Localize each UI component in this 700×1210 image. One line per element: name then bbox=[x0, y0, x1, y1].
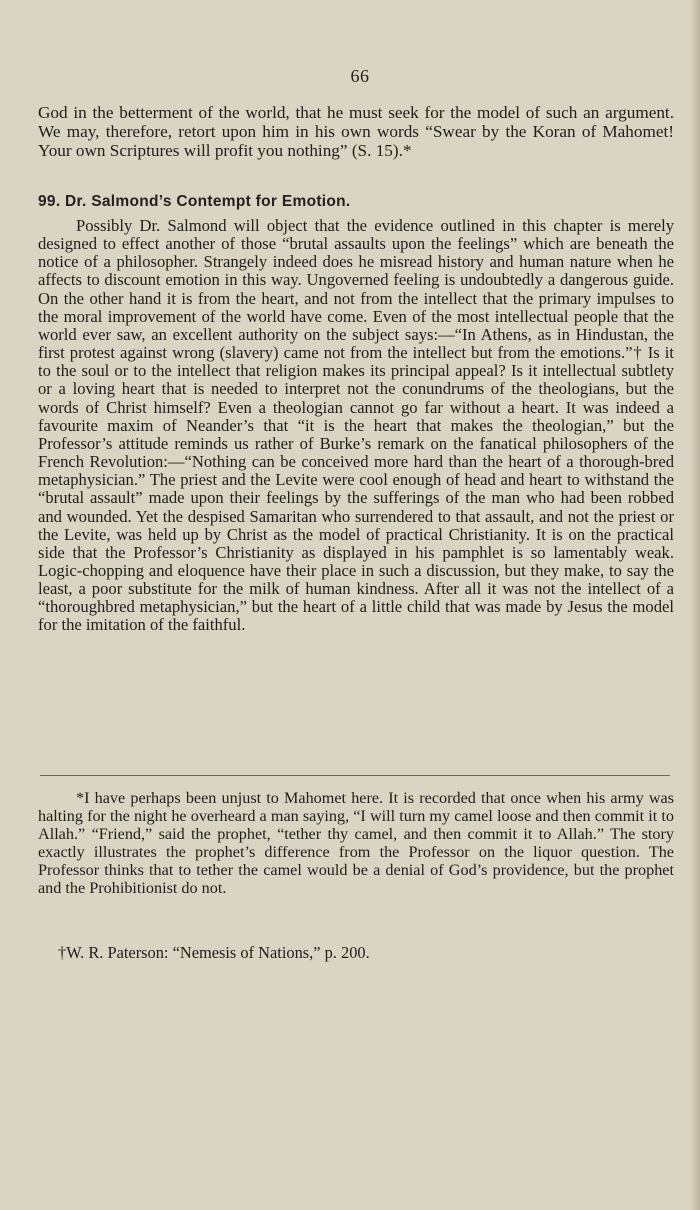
footnote-asterisk: *I have perhaps been unjust to Mahomet here. It is recorded that once when his army was halting for the night he overheard a man saying, “I will turn my camel loose and then commit it to Allah.” “Friend,” said the prophet, “tether thy camel, and then commit it to Allah.” The story exactly illustrates the prophet’s difference from the Professor on the liquor question. The Professor thinks that to tether the camel would be a denial of God’s providence, but the prophet and the Prohibitionist do not. bbox=[38, 789, 674, 897]
section-body: Possibly Dr. Salmond will object that the evidence outlined in this chapter is merely designed to effect another of those “brutal assaults upon the feelings” which are beneath the notice of a philosopher. Strangely indeed does he misread history and human nature when he affects to discount emotion in this way. Ungoverned feeling is undoubtedly a dangerous guide. On the other hand it is from the heart, and not from the intellect that the primary impulses to the moral improvement of the world have come. Even of the most intellectual people that the world ever saw, an excellent authority on the subject says:—“In Athens, as in Hindustan, the first protest against wrong (slavery) came not from the intellect but from the emotions.”† Is it to the soul or to the intellect that religion makes its principal appeal? Is it intellectual subtlety or a loving heart that is needed to interpret not the conundrums of the theologians, but the words of Christ himself? Even a theologian cannot go far without a heart. It was indeed a favourite maxim of Neander’s that “it is the heart that makes the theologian,” but the Professor’s attitude reminds us rather of Burke’s remark on the fanatical philosophers of the French Revolution:—“Nothing can be conceived more hard than the heart of a thorough-bred metaphysician.” The priest and the Levite were cool enough of head and heart to withstand the “brutal assault” made upon their feelings by the sufferings of the man who had been robbed and wounded. Yet the despised Samaritan who surrendered to that assault, and not the priest or the Levite, was held up by Christ as the model of practical Christianity. It is on the practical side that the Professor’s Christianity as displayed in his pamphlet is so lamentably weak. Logic-chopping and eloquence have their place in such a discussion, but they make, to say the least, a poor substitute for the milk of human kindness. After all it was not the intellect of a “thoroughbred metaphysician,” but the heart of a little child that was made by Jesus the model for the imitation of the faithful. bbox=[38, 216, 674, 635]
footnote-dagger: †W. R. Paterson: “Nemesis of Nations,” p. 200. bbox=[58, 943, 370, 962]
footnote-divider bbox=[40, 775, 670, 776]
page-edge-shadow bbox=[690, 0, 700, 1210]
section-heading: 99. Dr. Salmond’s Contempt for Emotion. bbox=[38, 193, 351, 210]
lead-paragraph: God in the betterment of the world, that he must seek for the model of such an argument. We may, therefore, retort upon him in his own words “Swear by the Koran of Mahomet! Your own Scriptures will profit you nothing” (S. 15).* bbox=[38, 103, 674, 161]
page-number: 66 bbox=[350, 66, 370, 86]
